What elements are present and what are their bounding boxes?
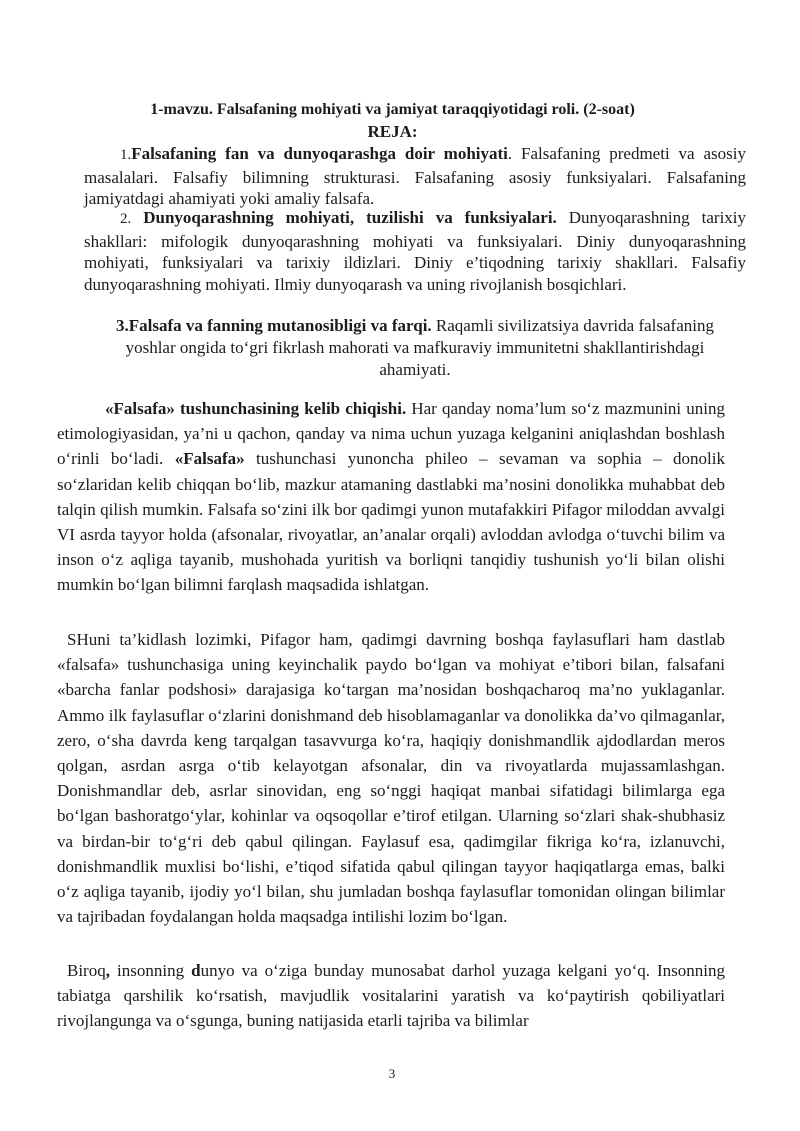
page-number: 3 <box>388 1066 396 1081</box>
plan-item-number: 2. <box>120 211 132 227</box>
paragraph-however <box>57 958 725 1034</box>
topic-title: 1-mavzu. Falsafaning mohiyati va jamiyat taraqqiyotidagi roli. (2-soat) <box>150 101 635 118</box>
paragraph-text: tushunchasi yunoncha phileo – sevaman va sophia – donolik so‘zlaridan kelib chiqqan bo‘lib, mazkur atamaning dastlabki ma’nosini donolikka muhabbat deb talqin qilish mumkin. Falsafa so‘zini ilk bor qadimgi yunon mutafakkiri Pifagor miloddan avvalgi VI asrda tayyor holda (afsonalar, rivoyatlar, an’analar orqali) avloddan avlodga o‘tuvchi bilim va inson o‘z aqliga tayanib, mushohada yuritish va borliqni tanqidiy tushunish yo‘li bilan olishi mumkin bo‘lgan bilimni farqlash maqsadida ishlatgan. <box>57 449 725 595</box>
bold-comma: , <box>105 961 110 980</box>
plan-item-3 <box>100 315 730 381</box>
plan-item-2 <box>84 207 746 295</box>
paragraph-text: Har qanday noma’lum so‘z mazmunini uning etimologiyasidan, ya’ni u qachon, qanday va nima uchun yuzaga kelganini aniqlashdan boshlash o‘rinli bo‘ladi. <box>57 399 725 469</box>
paragraph-lead: «Falsafa» tushunchasining kelib chiqishi. <box>105 399 407 418</box>
plan-item-number: 1. <box>120 147 132 163</box>
plan-item-heading: Dunyoqarashning mohiyati, tuzilishi va funksiyalari. <box>143 208 557 227</box>
term-falsafa: «Falsafa» <box>174 449 245 469</box>
paragraph-early-philosophers: SHuni ta’kidlash lozimki, Pifagor ham, qadimgi davrning boshqa faylasuflari ham dastlab «falsafa» tushunchasiga uning keyinchalik paydo bo‘lgan va mohiyat e’tibori bilan, falsafani «barcha fanlar podshosi» darajasiga ko‘targan ma’nosidan boshqacharoq ma’no yuklaganlar. Ammo ilk faylasuflar o‘zlarini donishmand deb hisoblamaganlar va donolikka da’vo qilmaganlar, zero, o‘sha davrda keng tarqalgan tasavvurga ko‘ra, haqiqiy donishmandlik ajdodlardan meros qolgan, asrdan asrga o‘tib kelayotgan afsonalar, din va rivoyatlarda mujassamlashgan. Donishmandlar deb, asrlar sinovidan, eng so‘nggi haqiqat manbai sifatidagi bilimlarga ega bo‘lgan bashoratgo‘ylar, kohinlar va oqsoqollar e’tirof etilgan. Ularning so‘zlari shak-shubhasiz va birdan-bir to‘g‘ri deb qabul qilingan. Faylasuf esa, qadimgilar fikriga ko‘ra, izlanuvchi, donishmandlik muxlisi bo‘lishi, e’tiqod sifatida qabul qilingan tayyor haqiqatlarga emas, balki o‘z aqliga tayanib, ijodiy yo‘l bilan, shu jumladan boshqa faylasuflar tomonidan olingan bilimlar va tajribadan foydalangan holda maqsadga intilishi lozim bo‘lgan. <box>57 630 725 927</box>
plan-item-text: Dunyoqarashning tarixiy shakllari: mifologik dunyoqarashning mohiyati va funksiyalari. Diniy dunyoqarashning mohiyati, funksiyalari va tarixiy ildizlari. Diniy e’tiqodning tarixiy shakllari. Falsafiy dunyoqarashning mohiyati. Ilmiy dunyoqarash va uning rivojlanish bosqichlari. <box>84 208 747 294</box>
plan-item-text: Raqamli sivilizatsiya davrida falsafaning yoshlar ongida to‘gri fikrlash mahorati va mafkuraviy immunitetni shakllantirishdagi ahamiyati. <box>125 316 714 379</box>
plan-item-number: 3. <box>116 316 129 335</box>
paragraph-text: Biroq <box>67 961 106 980</box>
bold-letter: d <box>191 961 201 980</box>
paragraph-falsafa-origin <box>57 396 725 598</box>
plan-item-text: . Falsafaning predmeti va asosiy masalalari. Falsafiy bilimning strukturasi. Falsafaning asosiy funksiyalari. Falsafaning jamiyatdagi ahamiyati yoki amaliy falsafa. <box>84 144 746 208</box>
plan-item-1 <box>84 143 746 210</box>
plan-item-heading: Falsafaning fan va dunyoqarashga doir mohiyati <box>131 144 508 163</box>
plan-item-heading: Falsafa va fanning mutanosibligi va farqi. <box>128 316 432 335</box>
plan-heading: REJA: <box>367 122 418 141</box>
paragraph-text: insonning <box>109 961 192 980</box>
paragraph-text: unyo va o‘ziga bunday munosabat darhol yuzaga kelgani yo‘q. Insonning tabiatga qarshilik ko‘rsatish, mavjudlik vositalarini yaratish va ko‘paytirish qobiliyatlari rivojlangunga va o‘sgunga, buning natijasida etarli tajriba va bilimlar <box>57 961 725 1031</box>
